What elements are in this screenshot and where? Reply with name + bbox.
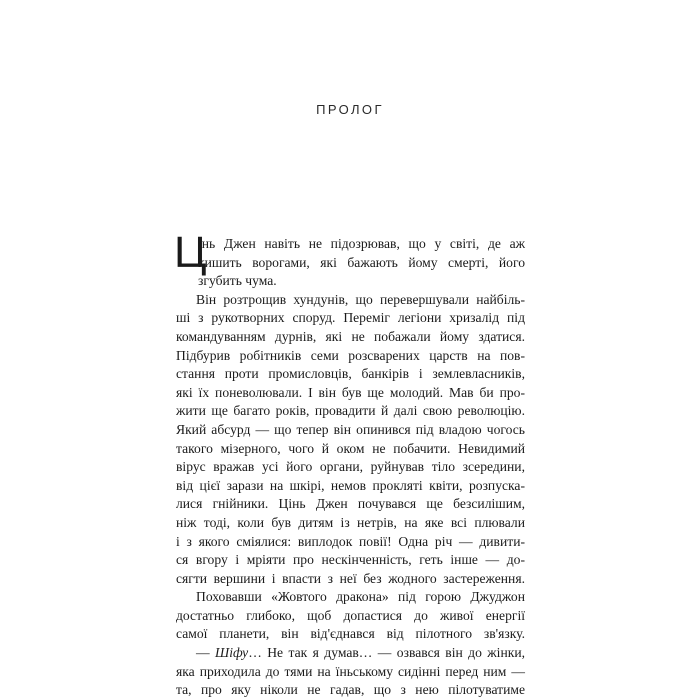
text-line-13: вірус вражав усі його органи, руйнував тіло зсередини, <box>176 459 525 475</box>
text-line-25: та, про яку ніколи не гадав, що з нею пілотуватиме <box>176 682 525 698</box>
text-line-11: Який абсурд — що тепер він опинився під владою чогось <box>176 421 525 437</box>
text-line-20: Поховавши «Жовтого дракона» під горою Джуджон <box>196 589 525 605</box>
text-line-5: ші з рукотворних споруд. Переміг легіони хризалід під <box>176 310 525 326</box>
text-line-9: які їх поневолювали. І він був ще молодий. Мав би про- <box>176 384 525 400</box>
text-line-17: і з якого сміялися: виплодок повії! Одна річ — дивити- <box>176 533 525 549</box>
text-line-23 <box>176 644 525 663</box>
text-line-24: яка приходила до тями на їньському сидінні перед ним — <box>176 663 525 679</box>
text-line-19: сягти вершини і впасти з неї без жодного застереження. <box>176 570 525 586</box>
text-line-12: такого мізерного, чого й оком не побачити. Невидимий <box>176 440 525 456</box>
text-line-21: достатньо глибоко, щоб допастися до живої енергії <box>176 607 525 623</box>
text-line-15: лися гнійники. Цінь Джен почувався ще безсилішим, <box>176 496 525 512</box>
text-line-18: ся вгору і мріяти про нескінченність, геть інше — до- <box>176 552 525 568</box>
text-line-1-content: інь Джен навіть не підозрював, що у світі, де аж <box>198 236 525 251</box>
dialogue-italic-word: Шіфу <box>215 645 249 661</box>
text-line-22: самої планети, він від'єднався від пілотного зв'язку. <box>176 626 525 642</box>
drop-cap: Ц <box>174 228 207 277</box>
text-line-6: командуванням дурнів, які не побажали йому здатися. <box>176 328 525 344</box>
text-line-4: Він розтрощив хундунів, що перевершували найбіль- <box>196 291 525 307</box>
chapter-title: ПРОЛОГ <box>316 102 384 117</box>
text-line-16: ніж тоді, коли був дитям із нетрів, на яке всі плювали <box>176 514 525 530</box>
dialogue-dash: — <box>196 645 216 661</box>
body-text <box>174 228 525 700</box>
text-line-2: кишить ворогами, які бажають йому смерті, його <box>198 254 525 270</box>
text-line-3: згубить чума. <box>198 273 277 289</box>
dialogue-rest: … Не так я думав… — озвався він до жінки, <box>248 645 525 661</box>
text-line-8: стання проти промисловців, банкірів і землевласників, <box>176 366 525 382</box>
text-line-10: жити ще багато років, провадити й далі свою революцію. <box>176 403 525 419</box>
text-line-14: від цієї зарази на шкірі, немов прокляті квіти, розпуска- <box>176 477 525 493</box>
text-line-7: Підбурив робітників семи розсварених царств на пов- <box>176 347 525 363</box>
